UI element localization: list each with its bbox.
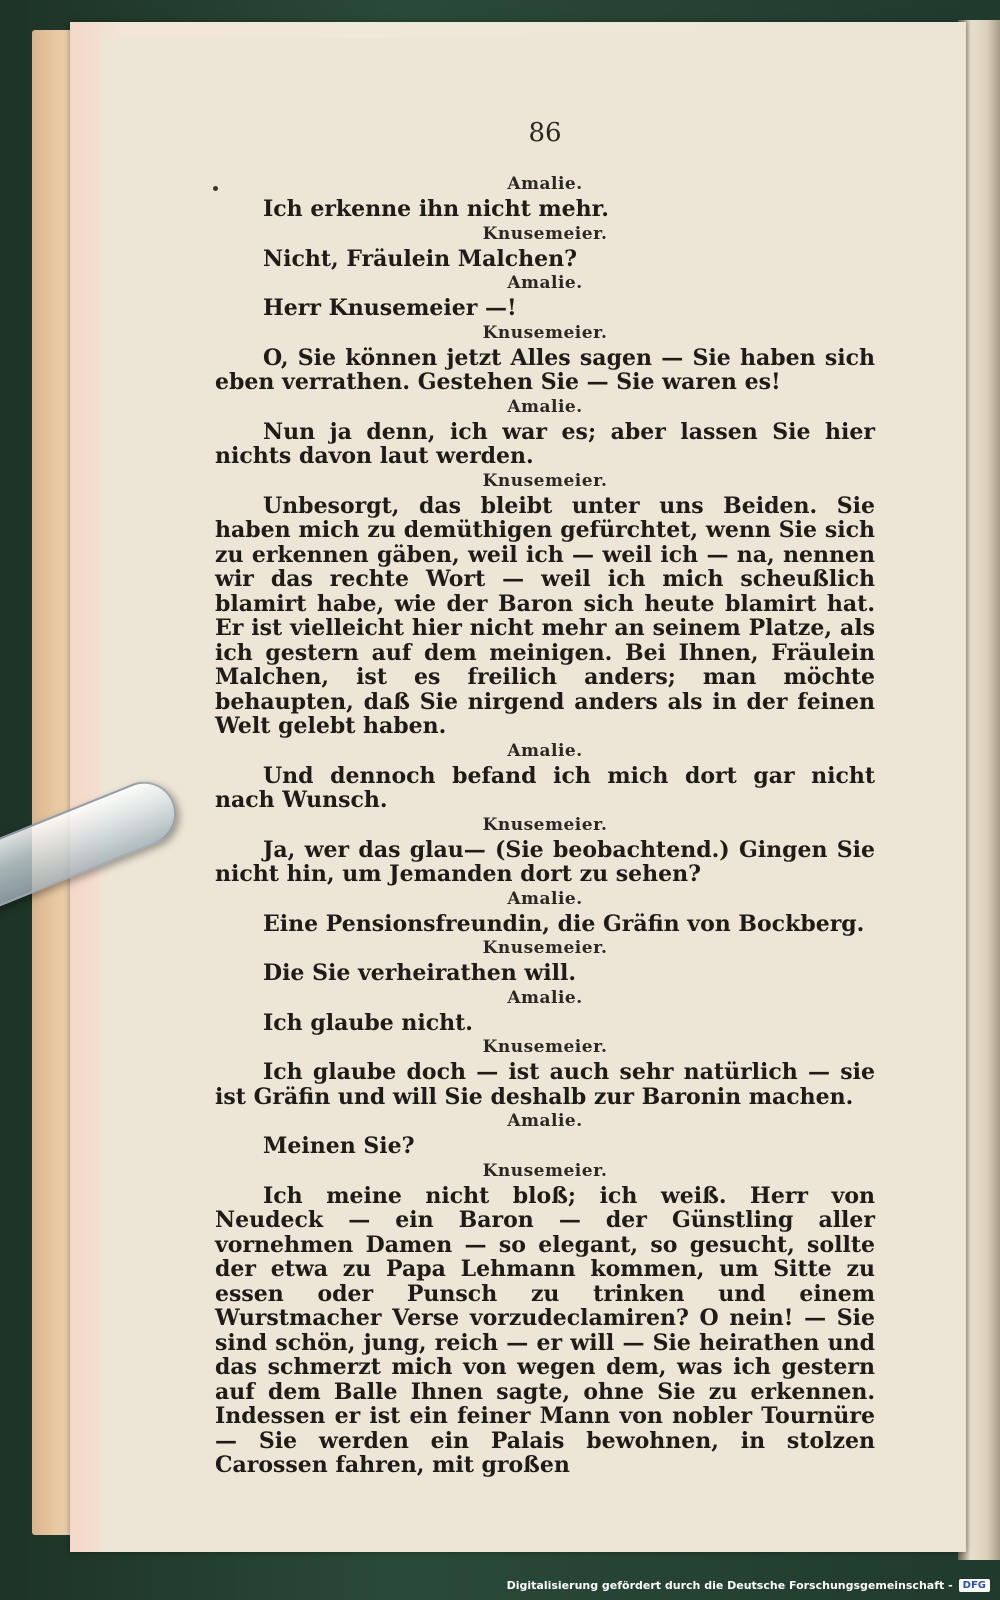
speech-text: Ich meine nicht bloß; ich weiß. Herr von Neudeck — ein Baron — der Günstling aller vornehmen Damen — so elegant, so gesucht, sollte der etwa zu Papa Lehmann kommen, um Sitte zu essen oder Punsch zu trinken und einem Wurstmacher Verse vorzudeclamiren? O nein! — Sie sind schön, jung, reich — er will — Sie heirathen und das schmerzt mich von wegen dem, was ich gestern auf dem Balle Ihnen sagte, ohne Sie zu erkennen. Indessen er ist ein feiner Mann von nobler Tournüre — Sie werden ein Palais bewohnen, in stolzen Carossen fahren, mit großen [215,1182,875,1478]
speech-text: Ich glaube doch — ist auch sehr natürlich — sie ist Gräfin und will Sie deshalb zur Baronin machen. [215,1059,875,1110]
speech-text: Und dennoch befand ich mich dort gar nicht nach Wunsch. [215,762,875,813]
speaker-name: Knusemeier. [482,1037,608,1057]
speaker-name: Knusemeier. [482,938,608,958]
speech-text: Nicht, Fräulein Malchen? [263,245,578,272]
speaker-name: Knusemeier. [482,1160,608,1181]
speech-text: Herr Knusemeier —! [263,295,517,321]
speech-text: Ich erkenne ihn nicht mehr. [263,196,609,222]
speaker-name: Amalie. [507,396,583,417]
footer-credit: Digitalisierung gefördert durch die Deutsche Forschungsgemeinschaft - [506,1578,953,1592]
speaker-name: Knusemeier. [482,223,608,244]
speech-text: Die Sie verheirathen will. [263,960,577,986]
speech-text: Ich glaube nicht. [263,1009,473,1036]
speaker-name: Knusemeier. [482,322,608,343]
speaker-name: Amalie. [507,174,583,194]
speaker-name: Amalie. [507,888,583,909]
speech-text: Eine Pensionsfreundin, die Gräfin von Bockberg. [263,910,865,937]
page-number: 86 [528,118,562,148]
speech-text: O, Sie können jetzt Alles sagen — Sie haben sich eben verrathen. Gestehen Sie — Sie waren es! [215,344,875,395]
speaker-name: Amalie. [507,740,583,761]
speaker-name: Amalie. [507,987,583,1008]
speaker-name: Knusemeier. [482,814,608,835]
speaker-name: Amalie. [507,1111,583,1131]
dfg-logo: DFG [959,1579,990,1592]
speech-text: Nun ja denn, ich war es; aber lassen Sie hier nichts davon laut werden. [215,418,875,469]
speech-text: Meinen Sie? [263,1133,415,1159]
speech-text: Unbesorgt, das bleibt unter uns Beiden. Sie haben mich zu demüthigen gefürchtet, wenn Sie sich zu erkennen gäben, weil ich — weil ich — na, nennen wir das rechte Wort — weil ich mich scheußlich blamirt habe, wie der Baron sich heute blamirt hat. Er ist vielleicht hier nicht mehr an seinem Platze, als ich gestern auf dem meinigen. Bei Ihnen, Fräulein Malchen, ist es freilich anders; man möchte behaupten, daß Sie nirgend anders als in der feinen Welt gelebt haben. [215,492,875,739]
speaker-name: Knusemeier. [482,470,608,491]
dialogue-text [215,172,875,1478]
footer [507,1574,990,1596]
speech-text: Ja, wer das glau— (Sie beobachtend.) Gingen Sie nicht hin, um Jemanden dort zu sehen? [215,836,875,887]
speaker-name: Amalie. [507,273,583,293]
